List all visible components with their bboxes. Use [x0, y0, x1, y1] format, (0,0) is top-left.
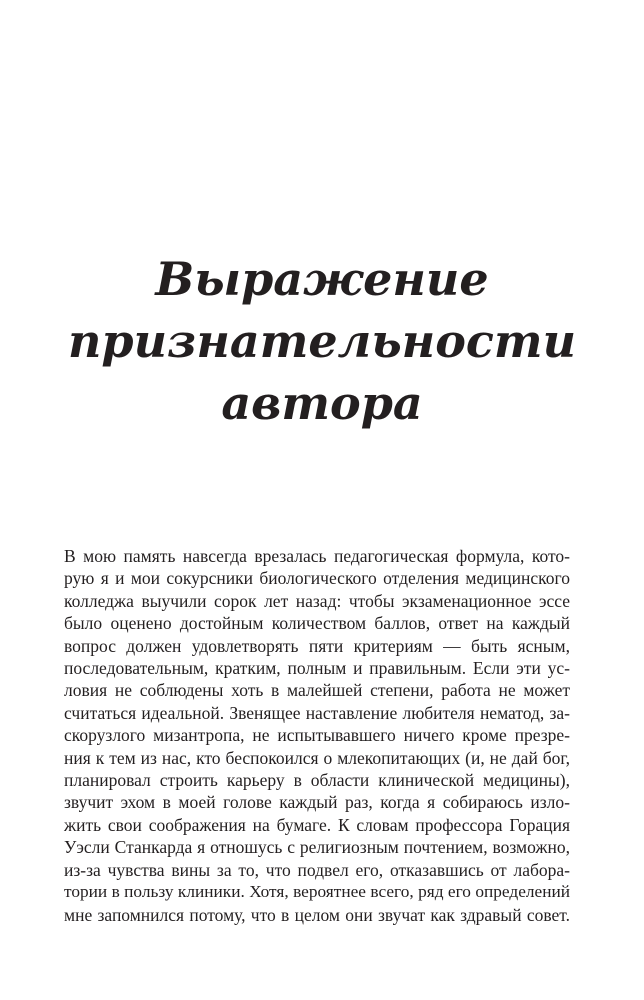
text-line: планировал строить карьеру в области клинической медицины),: [64, 770, 570, 791]
chapter-title-line: признательности: [67, 314, 577, 368]
text-line: было оценено достойным количеством баллов, ответ на каждый: [64, 613, 570, 634]
text-line: считаться идеальной. Звенящее наставление любителя нематод, за-: [64, 702, 570, 723]
text-line: В мою память навсегда врезалась педагогическая формула, кото-: [64, 546, 570, 566]
text-line: жить свои соображения на бумаге. К словам профессора Горация: [64, 814, 570, 835]
text-line: скорузлого мизантропа, не испытывавшего ничего кроме презре-: [64, 725, 570, 746]
text-line: ловия не соблюдены хоть в малейшей степени, работа не может: [64, 680, 570, 701]
text-line: рую я и мои сокурсники биологического отделения медицинского: [64, 568, 570, 589]
text-line: тории в пользу клиники. Хотя, вероятнее всего, ряд его определений: [64, 882, 570, 902]
text-line: последовательным, кратким, полным и правильным. Если эти ус-: [64, 658, 570, 679]
chapter-title-line: автора: [221, 376, 423, 430]
body-paragraph: [64, 545, 570, 926]
text-line: ния к тем из нас, кто беспокоился о млекопитающих (и, не дай бог,: [64, 747, 570, 768]
text-line: колледжа выучили сорок лет назад: чтобы экзаменационное эссе: [64, 590, 570, 611]
text-line: мне запомнился потому, что в целом они звучат как здравый совет.: [64, 904, 570, 925]
text-line: из-за чувства вины за то, что подвел его, отказавшись от лабора-: [64, 859, 570, 880]
chapter-title: [40, 248, 604, 434]
text-line: вопрос должен удовлетворять пяти критериям — быть ясным,: [64, 635, 570, 656]
chapter-title-line: Выражение: [155, 252, 489, 306]
text-line: Уэсли Станкарда я отношусь с религиозным почтением, возможно,: [64, 837, 570, 858]
text-line: звучит эхом в моей голове каждый раз, когда я собираюсь изло-: [64, 792, 570, 813]
